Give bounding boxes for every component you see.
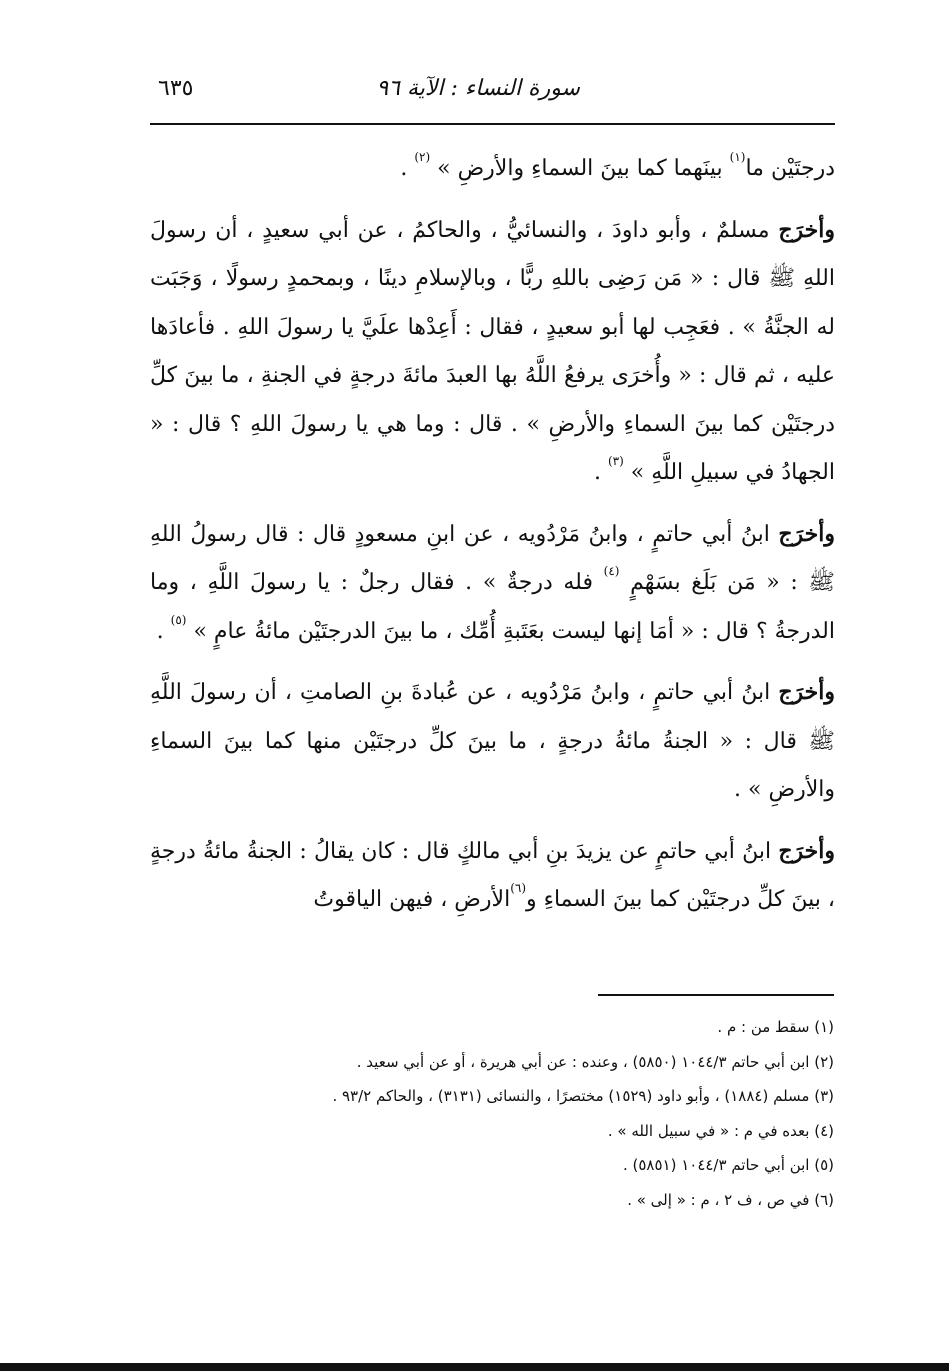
text-run: ابنُ أبي حاتمٍ ، وابنُ مَرْدُويه ، عن عُبادةَ بنِ الصامتِ ، أن رسولَ اللَّهِ ﷺ قال : « الجنةُ مائةُ درجةٍ ، ما بينَ كلِّ درجتَيْن منها كما بينَ السماءِ والأرضِ » .: [150, 680, 835, 802]
text-run: فله درجةٌ » . فقال رجلٌ : يا رسولَ اللَّهِ ، وما الدرجةُ ؟ قال : « أمَا إنها ليست بعَتَبةِ أُمِّك ، ما بينَ الدرجتَيْن مائةُ عامٍ »: [150, 570, 835, 644]
scan-edge: [0, 1363, 949, 1371]
footnote-marker: (٢): [414, 150, 431, 164]
footnote-marker: (٣): [607, 454, 624, 468]
text-run: درجتَيْن ما: [745, 156, 835, 181]
running-header: [150, 72, 835, 112]
footnotes: [150, 1010, 834, 1217]
text-run: .: [156, 618, 171, 644]
footnote-marker: (١): [729, 150, 746, 164]
footnote-6: (٦) في ص ، ف ٢ ، م : « إلى » .: [627, 1190, 834, 1209]
paragraph-2: [150, 206, 835, 498]
footnote-marker: (٦): [510, 881, 527, 895]
footnote-3: (٣) مسلم (١٨٨٤) ، وأبو داود (١٥٢٩) مختصرًا ، والنسائى (٣١٣١) ، والحاكم ٩٣/٢ .: [332, 1087, 834, 1105]
paragraph-4: [150, 668, 835, 815]
text-run: مسلمٌ ، وأبو داودَ ، والنسائيُّ ، والحاكمُ ، عن أبي سعيدٍ ، أن رسولَ اللهِ ﷺ قال : « مَن رَضِى باللهِ ربًّا ، وبالإسلامِ دينًا ، وبمحمدٍ رسولًا ، وَجَبَت له الجنَّةُ » . فعَجِب لها أبو سعيدٍ ، فقال : أَعِدْها علَيَّ يا رسولَ اللهِ . فأعادَها عليه ، ثم قال : « وأُخرَى يرفعُ اللَّهُ بها العبدَ مائةَ درجةٍ في الجنةِ ، ما بينَ كلِّ درجتَيْن كما بينَ السماءِ والأرضِ » . قال : وما هي يا رسولَ اللهِ ؟ قال : « الجهادُ في سبيلِ اللَّهِ »: [150, 217, 835, 485]
page-number: ٦٣٥: [158, 76, 194, 101]
footnote-separator: [598, 994, 834, 996]
text-run: ابنُ أبي حاتمٍ عن يزيدَ بنِ أبي مالكٍ قال : كان يقالُ : الجنةُ مائةُ درجةٍ ، بينَ كلِّ درجتَيْن كما بينَ السماءِ و: [150, 838, 835, 912]
footnote-marker: (٤): [603, 564, 620, 578]
paragraph-lead: وأخرَج: [778, 216, 835, 243]
paragraph-1: [150, 145, 835, 194]
text-run: .: [400, 156, 415, 181]
footnote-marker: (٥): [170, 612, 187, 627]
paragraph-5: [150, 827, 835, 925]
main-text: [150, 145, 835, 925]
paragraph-lead: وأخرَج: [778, 837, 835, 864]
text-run: .: [593, 460, 608, 485]
footnote-4: (٤) بعده في م : « في سبيل الله » .: [607, 1121, 834, 1140]
paragraph-3: [150, 510, 835, 657]
text-run: بينَهما كما بينَ السماءِ والأرضِ »: [430, 156, 730, 181]
footnote-5: (٥) ابن أبي حاتم ١٠٤٤/٣ (٥٨٥١) .: [622, 1156, 834, 1174]
header-rule: [150, 123, 835, 125]
footnote-2: (٢) ابن أبي حاتم ١٠٤٤/٣ (٥٨٥٠) ، وعنده : عن أبي هريرة ، أو عن أبي سعيد .: [356, 1052, 834, 1071]
text-run: الأرضِ ، فيهن الياقوتُ: [313, 887, 511, 912]
running-title: سورة النساء : الآية ٩٦: [376, 76, 580, 101]
footnote-1: (١) سقط من : م .: [717, 1018, 834, 1036]
text-run: ابنُ أبي حاتمٍ ، وابنُ مَرْدُويه ، عن ابنِ مسعودٍ قال : قال رسولُ اللهِ ﷺ : « مَن بَلَغ بسَهْمٍ: [150, 521, 835, 595]
paragraph-lead: وأخرَج: [778, 520, 835, 547]
paragraph-lead: وأخرَج: [778, 679, 835, 705]
